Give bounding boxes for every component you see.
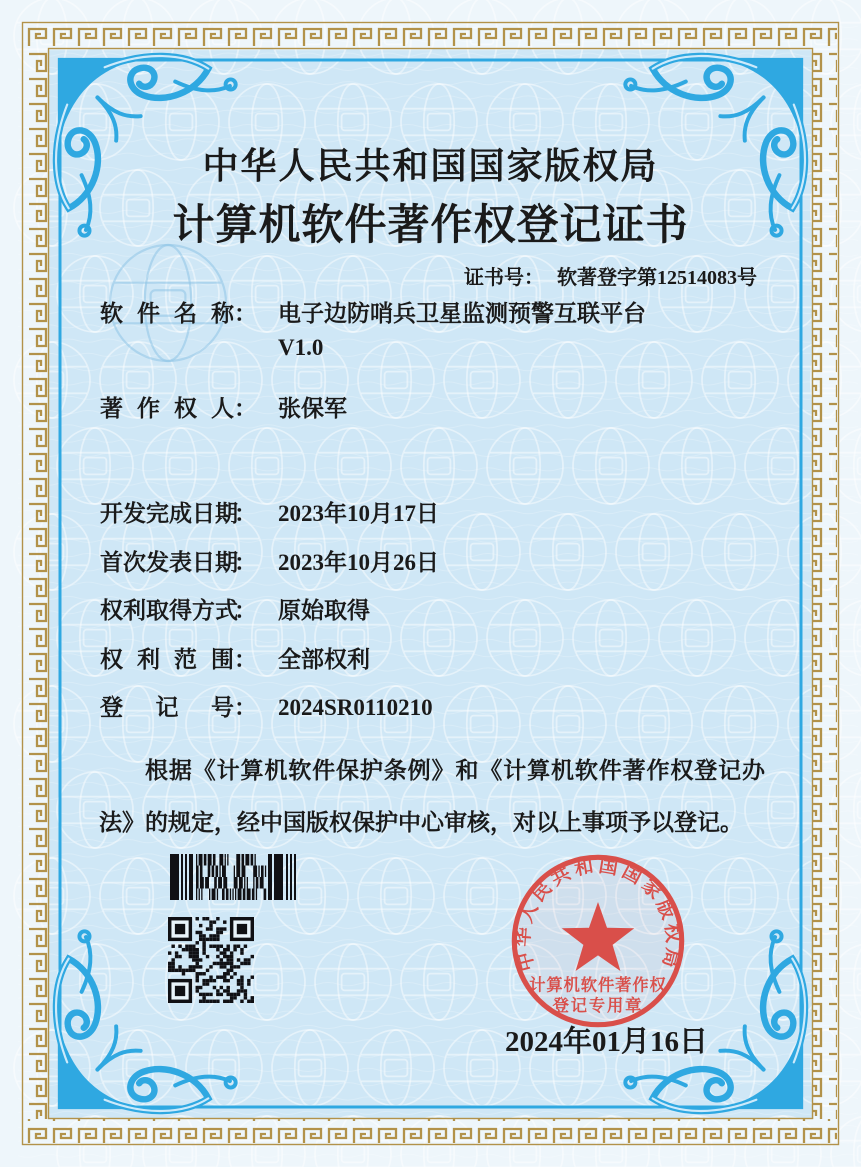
field-value: 原始取得 (278, 598, 370, 623)
field-colon: ： (234, 550, 257, 575)
field-colon: ： (234, 501, 257, 526)
field-label: 登记号 (100, 695, 234, 720)
field-label: 权利取得方式 (100, 598, 238, 623)
field-row-rights-acquisition (100, 594, 370, 628)
field-label: 权利范围 (100, 647, 234, 672)
field-colon: ： (234, 647, 257, 672)
field-row-registration-number (100, 691, 433, 725)
issue-date: 2024年01月16日 (505, 1026, 709, 1058)
software-version: V1.0 (278, 335, 324, 360)
field-label: 开发完成日期 (100, 501, 238, 526)
field-row-first-publish-date (100, 546, 439, 580)
qr-code-icon (168, 917, 254, 1003)
field-row-software-name (100, 297, 646, 365)
field-row-copyright-owner (100, 392, 347, 426)
certificate-number (464, 261, 757, 290)
field-value: 2024SR0110210 (278, 695, 433, 720)
seal-line2: 登记专用章 (552, 996, 644, 1015)
field-colon: ： (234, 396, 257, 421)
seal-ring-text: 中华人民共和国国家版权局 (512, 855, 684, 974)
field-colon: ： (234, 695, 257, 720)
authority-title: 中华人民共和国国家版权局 (202, 146, 659, 186)
certificate-number-value: 软著登字第12514083号 (557, 267, 757, 289)
field-value: 电子边防哨兵卫星监测预警互联平台 V1.0 (278, 301, 646, 360)
registration-statement: 根据《计算机软件保护条例》和《计算机软件著作权登记办法》的规定，经中国版权保护中心审核，对以上事项予以登记。 (99, 758, 765, 835)
field-row-rights-scope (100, 643, 370, 677)
official-seal (505, 848, 691, 1034)
field-colon: ： (234, 301, 257, 326)
field-value: 全部权利 (278, 647, 370, 672)
certificate-number-label: 证书号： (464, 267, 544, 289)
field-row-dev-complete-date (100, 497, 439, 531)
seal-line1: 计算机软件著作权 (529, 976, 667, 995)
certificate-title: 计算机软件著作权登记证书 (172, 203, 689, 249)
pdf417-barcode-icon (170, 854, 298, 900)
field-value: 张保军 (278, 396, 347, 421)
field-value: 2023年10月26日 (278, 550, 439, 575)
field-label: 软件名称 (100, 301, 234, 326)
field-value: 2023年10月17日 (278, 501, 439, 526)
field-colon: ： (234, 598, 257, 623)
field-label: 首次发表日期 (100, 550, 238, 575)
field-label: 著作权人 (100, 396, 234, 421)
